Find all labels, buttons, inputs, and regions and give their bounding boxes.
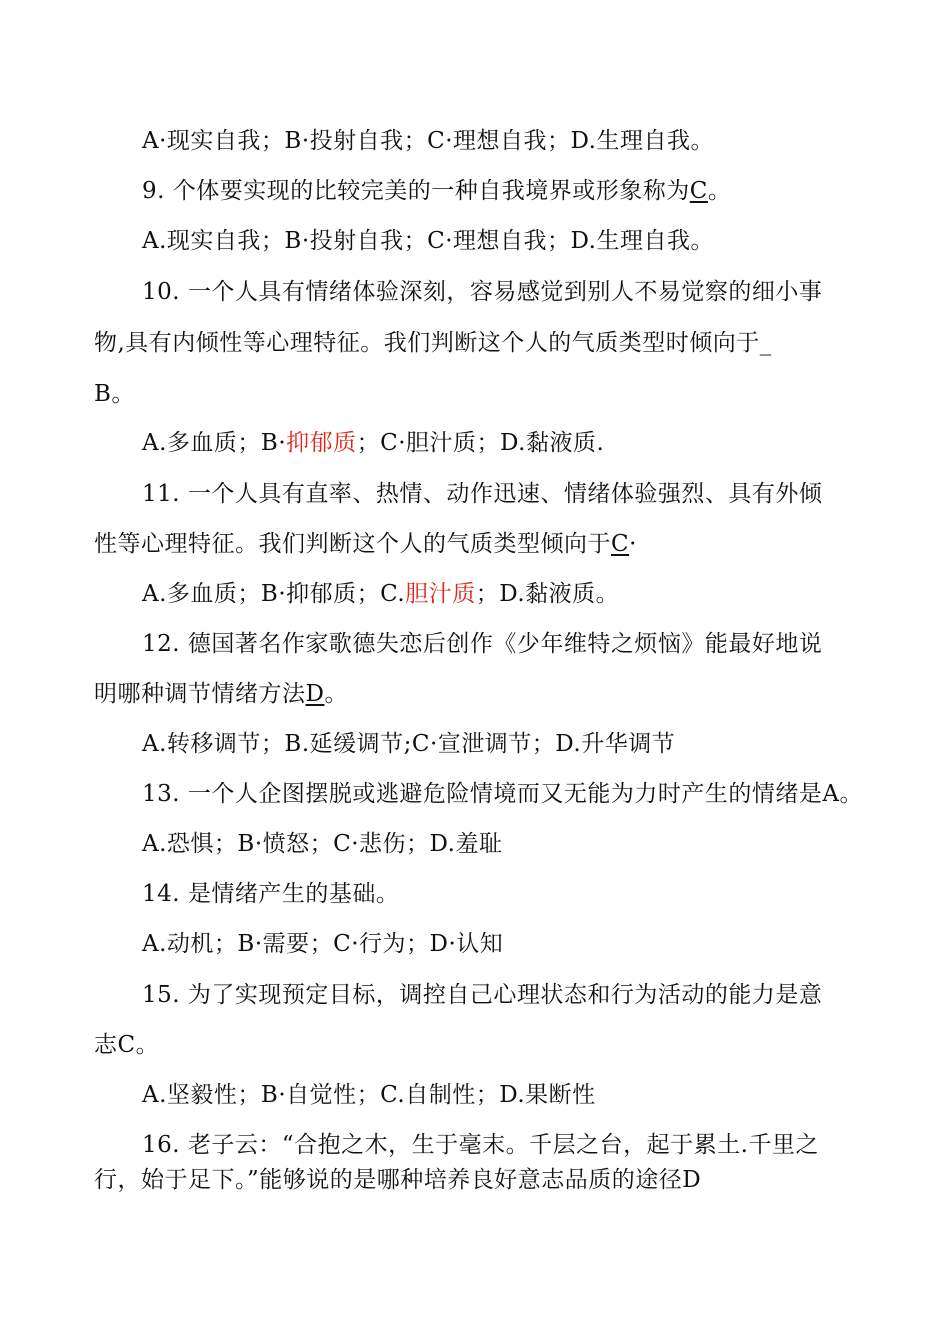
line-text: 15. 为了实现预定目标，调控自己心理状态和行为活动的能力是意 — [142, 982, 823, 1008]
option-line — [142, 226, 714, 256]
line-text: 志C。 — [94, 1032, 160, 1058]
answer-letter: C — [611, 531, 630, 557]
line-text: 性等心理特征。我们判断这个人的气质类型倾向于 — [94, 531, 611, 557]
question-line — [142, 1130, 819, 1160]
question-line-continued — [94, 1165, 701, 1195]
line-text-after: · — [629, 531, 637, 557]
line-text: A·现实自我；B·投射自我；C·理想自我；D.生理自我。 — [142, 128, 714, 154]
line-text: 10. 一个人具有情绪体验深刻，容易感觉到别人不易觉察的细小事 — [142, 279, 823, 305]
question-line — [142, 879, 399, 909]
line-text: 11. 一个人具有直率、热情、动作迅速、情绪体验强烈、具有外倾 — [142, 481, 823, 507]
line-text: A.恐惧；B·愤怒；C·悲伤；D.羞耻 — [142, 831, 503, 857]
line-text: 12. 德国著名作家歌德失恋后创作《少年维特之烦恼》能最好地说 — [142, 631, 823, 657]
line-text: 物,具有内倾性等心理特征。我们判断这个人的气质类型时倾向于_ — [94, 330, 772, 356]
line-text: A.坚毅性；B·自觉性；C.自制性；D.果断性 — [142, 1082, 596, 1108]
line-text: 9. 个体要实现的比较完美的一种自我境界或形象称为 — [142, 178, 690, 204]
option-line — [142, 1080, 596, 1110]
option-line — [142, 829, 502, 859]
line-text-after: ；D.黏液质。 — [475, 581, 620, 607]
question-line-continued — [94, 1030, 159, 1060]
option-line — [142, 126, 714, 156]
option-line — [142, 929, 503, 959]
answer-letter: D — [305, 681, 325, 707]
line-text: A.多血质；B· — [142, 430, 287, 456]
question-line-continued — [94, 328, 772, 358]
highlighted-answer: 抑郁质 — [286, 430, 357, 456]
question-line — [142, 629, 822, 659]
option-line — [142, 428, 604, 458]
line-text-after: 。 — [707, 178, 732, 204]
line-text: 14. 是情绪产生的基础。 — [142, 881, 400, 907]
line-text-after: ；C·胆汁质；D.黏液质. — [356, 430, 605, 456]
line-text: B。 — [94, 381, 135, 407]
question-line — [142, 980, 822, 1010]
line-text: 明哪种调节情绪方法 — [94, 681, 306, 707]
line-text: 行，始于足下。”能够说的是哪种培养良好意志品质的途径D — [94, 1167, 702, 1193]
option-line — [142, 729, 675, 759]
line-text: A.多血质；B·抑郁质；C. — [142, 581, 406, 607]
question-line — [142, 277, 822, 307]
question-line-continued — [94, 529, 637, 559]
question-line — [142, 479, 822, 509]
question-line — [142, 779, 863, 809]
answer-letter: C — [689, 178, 708, 204]
line-text-after: 。 — [324, 681, 348, 707]
question-line — [142, 176, 731, 206]
line-text: A.动机；B·需要；C·行为；D·认知 — [142, 931, 504, 957]
line-text: A.转移调节；B.延缓调节;C·宣泄调节；D.升华调节 — [142, 731, 676, 757]
question-line-continued — [94, 379, 135, 409]
highlighted-answer: 胆汁质 — [405, 581, 476, 607]
question-line-continued — [94, 679, 348, 709]
line-text: 16. 老子云：“合抱之木，生于毫末。千层之台，起于累土.千里之 — [142, 1132, 819, 1158]
option-line — [142, 579, 619, 609]
line-text: A.现实自我；B·投射自我；C·理想自我；D.生理自我。 — [142, 228, 714, 254]
line-text: 13. 一个人企图摆脱或逃避危险情境而又无能为力时产生的情绪是A。 — [142, 781, 863, 807]
